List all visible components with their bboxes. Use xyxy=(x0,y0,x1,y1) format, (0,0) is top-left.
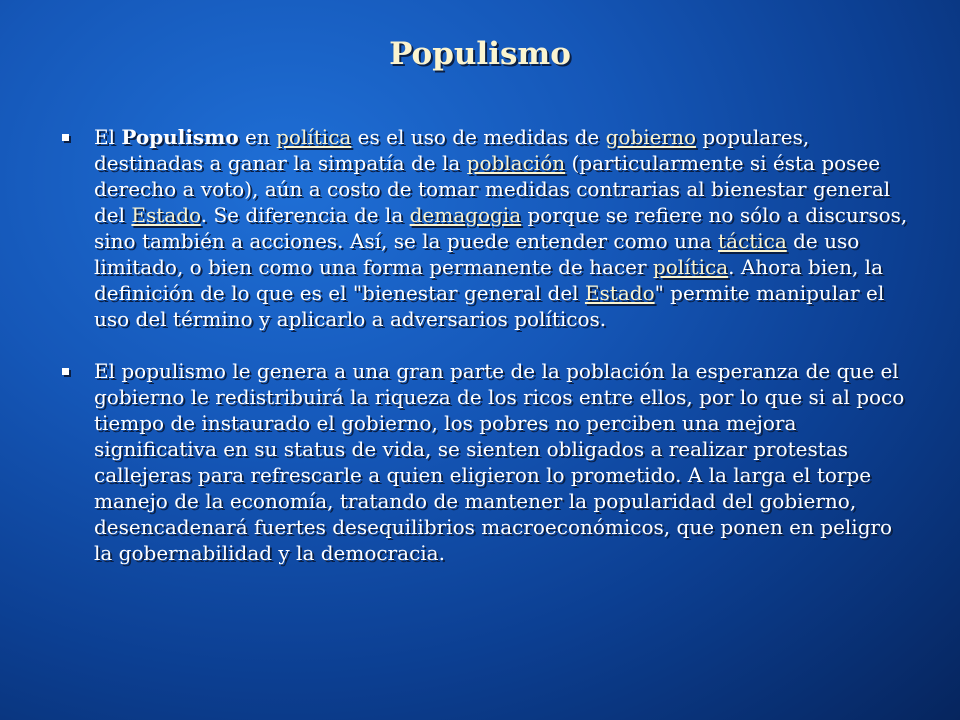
text-span: . Ahora bien, la definición de lo que es el "bienestar general del xyxy=(94,255,883,305)
bullet-item-2 xyxy=(62,358,912,566)
text-span: " permite manipular el uso del término y aplicarlo a adversarios políticos. xyxy=(94,281,885,331)
link-estado-2[interactable]: Estado xyxy=(584,281,655,305)
bullet-text: El populismo le genera a una gran parte de la población la esperanza de que el gobierno le redistribuirá la riqueza de los ricos entre ellos, por lo que si al poco tiempo de instaurado el gobierno, los pobres no perciben una mejora significativa en su status de vida, se sienten obligados a realizar protestas callejeras para refrescarle a quien eligieron lo prometido. A la larga el torpe manejo de la economía, tratando de mantener la popularidad del gobierno, desencadenará fuertes desequilibrios macroeconómicos, que ponen en peligro la gobernabilidad y la democracia. xyxy=(94,359,905,565)
link-demagogia[interactable]: demagogia xyxy=(409,203,522,227)
link-politica-2[interactable]: política xyxy=(652,255,729,279)
text-span: en xyxy=(238,125,277,149)
square-bullet-icon xyxy=(62,368,69,375)
text-span: populares, destinadas a ganar la simpatía de la xyxy=(94,125,810,175)
link-gobierno[interactable]: gobierno xyxy=(605,125,696,149)
text-span: (particularmente si ésta posee derecho a voto), aún a costo de tomar medidas contrarias al bienestar general del xyxy=(94,151,891,227)
link-estado[interactable]: Estado xyxy=(131,203,201,227)
link-politica[interactable]: política xyxy=(276,125,352,149)
slide-title: Populismo xyxy=(389,36,571,72)
text-span: de uso limitado, o bien como una forma permanente de hacer xyxy=(94,229,860,279)
bullet-item-1 xyxy=(62,124,912,332)
square-bullet-icon xyxy=(62,134,69,141)
slide-content xyxy=(62,124,912,566)
link-tactica[interactable]: táctica xyxy=(718,229,787,253)
text-span: porque se refiere no sólo a discursos, sino también a acciones. Así, se la puede entender como una xyxy=(94,203,908,253)
text-span: . Se diferencia de la xyxy=(200,203,410,227)
text-span: El xyxy=(94,125,122,149)
term-populismo: Populismo xyxy=(121,125,239,149)
link-poblacion[interactable]: población xyxy=(466,151,566,175)
text-span: es el uso de medidas de xyxy=(351,125,606,149)
